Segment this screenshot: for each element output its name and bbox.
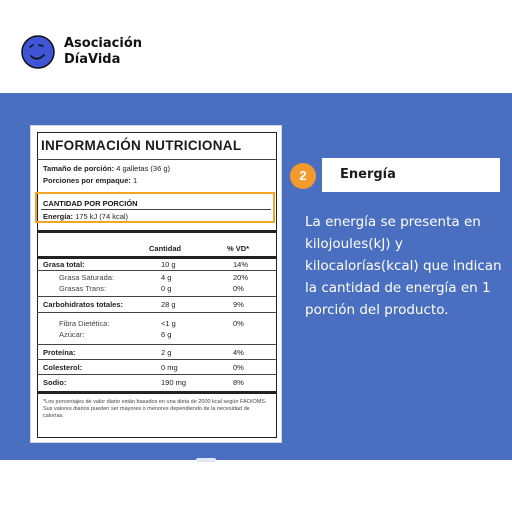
- nutrient-dv: 0%: [233, 363, 244, 372]
- table-row: [37, 329, 277, 340]
- table-row: [37, 347, 277, 358]
- nutrient-dv: 9%: [233, 300, 244, 309]
- nutrient-qty: 28 g: [161, 300, 176, 309]
- section-description: La energía se presenta en kilojoules(kJ) y kilocalorías(kcal) que indican la cantidad de energía en 1 porción del producto.: [305, 214, 502, 318]
- section-title: Energía: [340, 167, 396, 182]
- smiley-logo-icon: [20, 34, 56, 70]
- energy-line: [43, 212, 128, 221]
- nutrient-dv: 14%: [233, 260, 249, 269]
- divider: [37, 270, 277, 271]
- nutrient-name: Proteína:: [43, 348, 76, 357]
- servings-label: Porciones por empaque:: [43, 176, 131, 185]
- table-row: [37, 299, 277, 310]
- carousel-indicator[interactable]: [196, 458, 216, 462]
- divider: [37, 159, 277, 160]
- brand-name: [64, 36, 142, 68]
- column-dv: % VD*: [227, 244, 250, 253]
- nutrition-label: [30, 125, 282, 443]
- divider: [37, 312, 277, 313]
- nutrient-dv: 0%: [233, 284, 244, 293]
- table-row: [37, 377, 277, 388]
- bottom-area: [0, 460, 512, 512]
- nutrient-name: Grasa Saturada:: [59, 273, 115, 282]
- brand-name-line1: Asociación: [64, 36, 143, 51]
- servings-per-pack: [43, 176, 137, 185]
- divider: [37, 359, 277, 360]
- divider: [41, 209, 271, 210]
- nutrient-qty: 2 g: [161, 348, 172, 357]
- brand-logo: [20, 34, 142, 70]
- nutrient-name: Grasas Trans:: [59, 284, 107, 293]
- nutrient-dv: 20%: [233, 273, 249, 282]
- table-row: [37, 272, 277, 283]
- nutrient-qty: 190 mg: [161, 378, 187, 387]
- serving-size: [43, 164, 170, 173]
- table-row: [37, 318, 277, 329]
- nutrient-name: Fibra Dietética:: [59, 319, 110, 328]
- nutrient-dv: 0%: [233, 319, 244, 328]
- nutrient-qty: <1 g: [161, 319, 176, 328]
- serving-size-value: 4 galletas (36 g): [116, 164, 171, 173]
- step-number-badge: 2: [290, 163, 316, 189]
- nutrient-dv: 4%: [233, 348, 244, 357]
- nutrient-qty: 4 g: [161, 273, 172, 282]
- energy-value: 175 kJ (74 kcal): [75, 212, 129, 221]
- divider: [37, 296, 277, 297]
- label-title: INFORMACIÓN NUTRICIONAL: [41, 138, 242, 153]
- footnote: *Los porcentajes de valor diario están basados en una dieta de 2000 kcal según FAO/OMS. Sus valores diarios pueden ser mayores o menores dependiendo de la necesidad de calorías.: [43, 399, 267, 419]
- column-amount: Cantidad: [149, 244, 182, 253]
- table-row: [37, 259, 277, 270]
- divider: [37, 374, 277, 375]
- servings-value: 1: [133, 176, 138, 185]
- thick-divider: [37, 391, 277, 394]
- nutrient-qty: 0 mg: [161, 363, 178, 372]
- table-row: [37, 362, 277, 373]
- thick-divider: [37, 230, 277, 233]
- nutrient-qty: 0 g: [161, 284, 172, 293]
- nutrient-name: Grasa total:: [43, 260, 85, 269]
- nutrient-name: Azúcar:: [59, 330, 85, 339]
- serving-size-label: Tamaño de porción:: [43, 164, 115, 173]
- nutrient-name: Carbohidratos totales:: [43, 300, 124, 309]
- table-row: [37, 283, 277, 294]
- divider: [37, 344, 277, 345]
- energy-label: Energía:: [43, 212, 74, 221]
- nutrient-qty: 6 g: [161, 330, 172, 339]
- per-serving-heading: CANTIDAD POR PORCIÓN: [43, 199, 138, 208]
- brand-name-line2: DíaVida: [64, 52, 121, 67]
- nutrient-qty: 10 g: [161, 260, 176, 269]
- nutrient-name: Colesterol:: [43, 363, 83, 372]
- nutrient-name: Sodio:: [43, 378, 67, 387]
- nutrient-dv: 8%: [233, 378, 244, 387]
